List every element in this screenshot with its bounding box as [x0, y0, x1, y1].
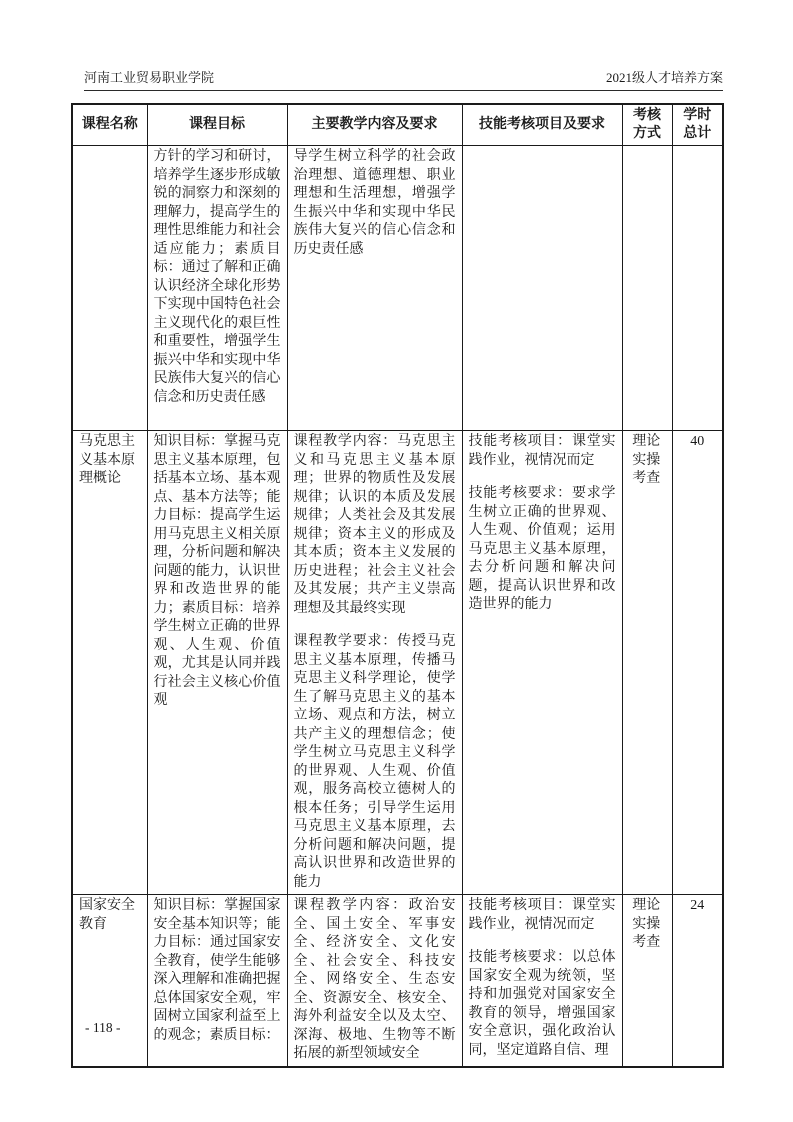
course-plan-table [71, 103, 724, 1068]
course-objectives-cell [147, 431, 287, 895]
page-running-header [84, 70, 723, 91]
cell-paragraph: 方针的学习和研讨，培养学生逐步形成敏锐的洞察力和深刻的理解力，提高学生的理性思维能力和社会适应能力；素质目标：通过了解和正确认识经济全球化形势下实现中国特色社会主义现代化的艰巨性和重要性，增强学生振兴中华和实现中华民族伟大复兴的信心信念和历史责任感 [153, 149, 281, 405]
assessment-method-cell [622, 431, 672, 895]
skill-assessment-cell [462, 431, 622, 895]
cell-text: 理论实操考查 [632, 898, 661, 950]
teaching-content-cell [287, 895, 462, 1067]
cell-text: 40 [690, 434, 705, 449]
cell-paragraph: 知识目标：掌握马克思主义基本原理，包括基本立场、基本观点、基本方法等；能力目标：提高学生运用马克思主义相关原理，分析问题和解决问题的能力，认识世界和改造世界的能力；素质目标：培养学生树立正确的世界观、人生观、价值观，尤其是认同并践行社会主义核心价值观 [153, 434, 281, 708]
skill-assessment-cell [462, 895, 622, 1067]
table-row [72, 895, 723, 1067]
skill-assessment-cell [462, 146, 622, 431]
column-header-teaching-content: 主要教学内容及要求 [287, 104, 462, 146]
column-header-total-hours [672, 104, 723, 146]
footer-page-number: - 118 - [85, 1020, 121, 1035]
cell-paragraph: 导学生树立科学的社会政治理想、道德理想、职业理想和生活理想，增强学生振兴中华和实现中华民族伟大复兴的信心信念和历史责任感 [293, 149, 456, 257]
total-hours-cell [672, 431, 723, 895]
teaching-content-cell [287, 431, 462, 895]
cell-paragraph: 技能考核要求：要求学生树立正确的世界观、人生观、价值观；运用马克思主义基本原理，去分析问题和解决问题，提高认识世界和改造世界的能力 [468, 486, 616, 612]
cell-text: 24 [690, 898, 705, 913]
total-hours-cell [672, 146, 723, 431]
cell-paragraph: 课程教学内容：政治安全、国土安全、军事安全、经济安全、文化安全、社会安全、科技安全、网络安全、生态安全、资源安全、核安全、海外利益安全以及太空、深海、极地、生物等不断拓展的新型领域安全 [293, 898, 456, 1061]
table-header-row [72, 104, 723, 146]
header-institution-name: 河南工业贸易职业学院 [84, 70, 215, 85]
assessment-method-cell [622, 895, 672, 1067]
column-header-total-hours-label: 学时总计 [683, 108, 712, 141]
cell-paragraph: 技能考核项目：课堂实践作业，视情况而定 [468, 898, 616, 932]
total-hours-cell [672, 895, 723, 1067]
column-header-skill-assessment: 技能考核项目及要求 [462, 104, 622, 146]
cell-paragraph: 技能考核项目：课堂实践作业，视情况而定 [468, 434, 616, 468]
column-header-course-name: 课程名称 [72, 104, 147, 146]
table-row [72, 431, 723, 895]
teaching-content-cell [287, 146, 462, 431]
table-row [72, 146, 723, 431]
course-name-cell [72, 431, 147, 895]
header-document-title: 2021级人才培养方案 [605, 70, 723, 85]
column-header-assessment-method [622, 104, 672, 146]
column-header-course-objectives: 课程目标 [147, 104, 287, 146]
cell-paragraph: 课程教学内容：马克思主义和马克思主义基本原理；世界的物质性及发展规律；认识的本质及发展规律；人类社会及其发展规律；资本主义的形成及其本质；资本主义发展的历史进程；社会主义社会及其发展；共产主义崇高理想及其最终实现 [293, 434, 456, 616]
course-name-cell [72, 146, 147, 431]
course-objectives-cell [147, 895, 287, 1067]
course-objectives-cell [147, 146, 287, 431]
assessment-method-cell [622, 146, 672, 431]
course-table-body [72, 146, 723, 1067]
cell-text: 理论实操考查 [632, 434, 661, 486]
column-header-assessment-method-label: 考核方式 [632, 108, 661, 141]
cell-paragraph: 课程教学要求：传授马克思主义基本原理，传播马克思主义科学理论，使学生了解马克思主义的基本立场、观点和方法，树立共产主义的理想信念；使学生树立马克思主义科学的世界观、人生观、价值观，服务高校立德树人的根本任务；引导学生运用马克思主义基本原理，去分析问题和解决问题，提高认识世界和改造世界的能力 [293, 634, 456, 890]
cell-paragraph: 技能考核要求：以总体国家安全观为统领，坚持和加强党对国家安全教育的领导，增强国家安全意识，强化政治认同，坚定道路自信、理 [468, 950, 616, 1058]
cell-text: 国家安全教育 [79, 898, 135, 932]
cell-text: 马克思主义基本原理概论 [79, 434, 135, 486]
cell-paragraph: 知识目标：掌握国家安全基本知识等；能力目标：通过国家安全教育，使学生能够深入理解和准确把握总体国家安全观，牢固树立国家利益至上的观念；素质目标： [153, 898, 281, 1043]
course-name-cell [72, 895, 147, 1067]
